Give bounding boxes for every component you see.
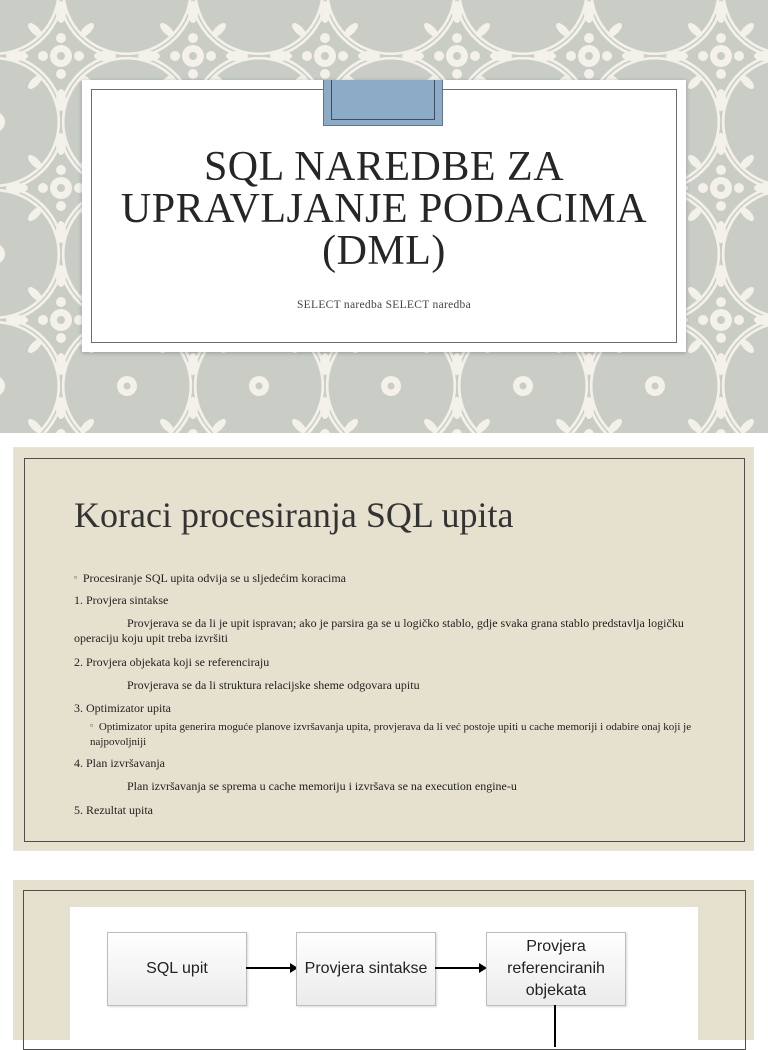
decorative-tab bbox=[323, 80, 443, 126]
slide-title bbox=[102, 146, 666, 272]
title-line: (DML) bbox=[322, 228, 446, 274]
title-card bbox=[82, 80, 686, 352]
diagram-slide bbox=[13, 880, 754, 1040]
flow-box-sql-upit: SQL upit bbox=[107, 932, 247, 1006]
flowchart-panel bbox=[70, 907, 698, 1047]
intro-text: Procesiranje SQL upita odvija se u sljedećim koracima bbox=[82, 571, 346, 585]
step-5: 5. Rezultat upita bbox=[74, 803, 153, 817]
bullet-icon: ▫ bbox=[74, 573, 77, 582]
step-3: 3. Optimizator upita bbox=[74, 701, 171, 715]
step-1-detail: Provjerava se da li je upit ispravan; ako je parsira ga se u logičko stablo, gdje svaka grana stablo predstavlja logičku operaciju koju upit treba izvršiti bbox=[74, 616, 684, 645]
arrow-right bbox=[435, 967, 485, 969]
title-line: SQL NAREDBE ZA bbox=[203, 144, 565, 190]
bullet-intro bbox=[74, 571, 346, 587]
step-3-detail-text: Optimizator upita generira moguće planove izvršavanja upita, provjerava da li već postoje upiti u cache memoriji i odabire onaj koji je najpovoljniji bbox=[90, 721, 692, 748]
step-2-detail: Provjerava se da li struktura relacijske sheme odgovara upitu bbox=[127, 678, 420, 692]
bullet-icon: ▫ bbox=[90, 721, 93, 730]
step-4-detail: Plan izvršavanja se sprema u cache memoriju i izvršava se na execution engine-u bbox=[127, 779, 517, 793]
title-line: UPRAVLJANJE PODACIMA bbox=[120, 186, 648, 232]
step-1: 1. Provjera sintakse bbox=[74, 593, 169, 607]
content-slide bbox=[13, 447, 754, 851]
flow-box-provjera-referenciranih-objekata: Provjera referenciranih objekata bbox=[486, 932, 626, 1006]
slide-subtitle: SELECT naredba SELECT naredba bbox=[296, 299, 472, 311]
step-2: 2. Provjera objekata koji se referenciraju bbox=[74, 655, 270, 669]
title-slide bbox=[0, 0, 768, 433]
flow-box-provjera-sintakse: Provjera sintakse bbox=[296, 932, 436, 1006]
step-3-detail bbox=[90, 720, 695, 749]
connector-line-down bbox=[554, 1005, 556, 1047]
step-4: 4. Plan izvršavanja bbox=[74, 756, 165, 770]
slide-heading: Koraci procesiranja SQL upita bbox=[74, 495, 514, 535]
arrow-right bbox=[246, 967, 296, 969]
